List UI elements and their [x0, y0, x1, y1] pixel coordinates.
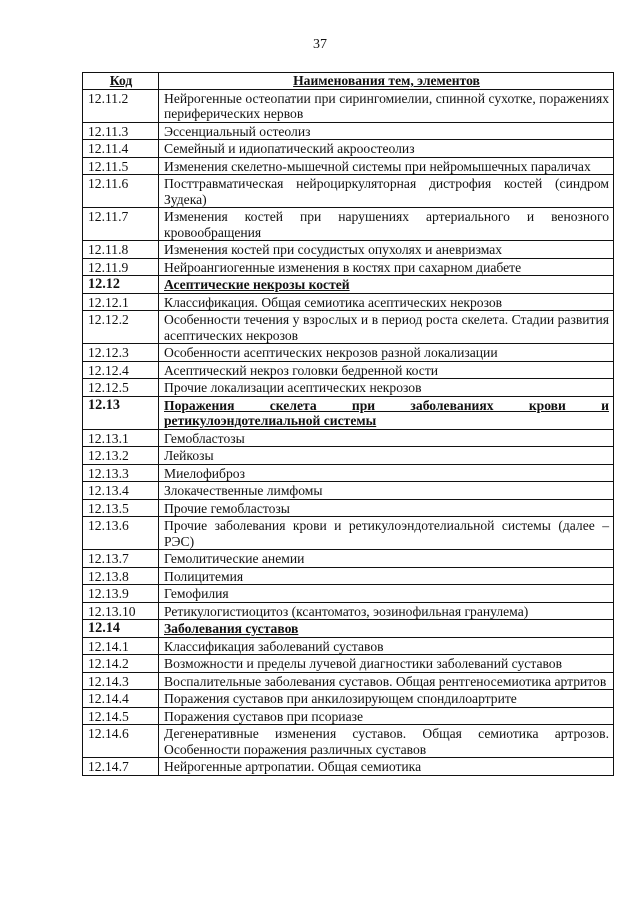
- topic-code: 12.13.10: [83, 602, 159, 620]
- topic-code: 12.14.3: [83, 672, 159, 690]
- topic-code: 12.13.3: [83, 464, 159, 482]
- topic-name: Эссенциальный остеолиз: [159, 122, 614, 140]
- table-row: [83, 293, 614, 311]
- topic-code: 12.11.7: [83, 208, 159, 241]
- topics-table: [82, 72, 614, 776]
- topic-name: Нейрогенные остеопатии при сирингомиелии, спинной сухотке, поражениях периферических нервов: [159, 89, 614, 122]
- topic-code: 12.14.6: [83, 725, 159, 758]
- table-row: [83, 429, 614, 447]
- table-row: [83, 122, 614, 140]
- table-row: [83, 157, 614, 175]
- topic-code: 12.14.1: [83, 637, 159, 655]
- table-row: [83, 258, 614, 276]
- section-row: [83, 276, 614, 294]
- topic-code: 12.13.1: [83, 429, 159, 447]
- section-row: [83, 396, 614, 429]
- topic-code: 12.13.6: [83, 517, 159, 550]
- table-row: [83, 175, 614, 208]
- section-code: 12.12: [83, 276, 159, 294]
- topic-name: Особенности асептических некрозов разной локализации: [159, 344, 614, 362]
- topic-code: 12.11.8: [83, 241, 159, 259]
- table-row: [83, 379, 614, 397]
- topic-code: 12.13.7: [83, 550, 159, 568]
- topic-code: 12.14.7: [83, 758, 159, 776]
- topic-code: 12.11.5: [83, 157, 159, 175]
- topic-code: 12.11.4: [83, 140, 159, 158]
- page-number: 37: [313, 37, 327, 52]
- topic-name: Поражения суставов при анкилозирующем спондилоартрите: [159, 690, 614, 708]
- topic-code: 12.11.3: [83, 122, 159, 140]
- section-code: 12.14: [83, 620, 159, 638]
- table-row: [83, 758, 614, 776]
- table-row: [83, 517, 614, 550]
- topic-name: Изменения костей при нарушениях артериального и венозного кровообращения: [159, 208, 614, 241]
- topic-name: Поражения суставов при псориазе: [159, 707, 614, 725]
- topic-code: 12.11.2: [83, 89, 159, 122]
- topic-name: Прочие заболевания крови и ретикулоэндотелиальной системы (далее – РЭС): [159, 517, 614, 550]
- topic-name: Дегенеративные изменения суставов. Общая семиотика артрозов. Особенности поражения различных суставов: [159, 725, 614, 758]
- topic-name: Прочие локализации асептических некрозов: [159, 379, 614, 397]
- table-row: [83, 690, 614, 708]
- table-row: [83, 707, 614, 725]
- topic-name: Ретикулогистиоцитоз (ксантоматоз, эозинофильная гранулема): [159, 602, 614, 620]
- table-row: [83, 241, 614, 259]
- topic-name: Гемолитические анемии: [159, 550, 614, 568]
- topic-code: 12.12.1: [83, 293, 159, 311]
- topic-code: 12.13.2: [83, 447, 159, 465]
- section-title: Поражения скелета при заболеваниях крови и ретикулоэндотелиальной системы: [159, 396, 614, 429]
- table-row: [83, 672, 614, 690]
- section-row: [83, 620, 614, 638]
- table-row: [83, 655, 614, 673]
- table-row: [83, 208, 614, 241]
- topic-name: Воспалительные заболевания суставов. Общая рентгеносемиотика артритов: [159, 672, 614, 690]
- topic-code: 12.13.8: [83, 567, 159, 585]
- table-row: [83, 499, 614, 517]
- topic-name: Нейрогенные артропатии. Общая семиотика: [159, 758, 614, 776]
- topic-name: Возможности и пределы лучевой диагностики заболеваний суставов: [159, 655, 614, 673]
- topic-name: Злокачественные лимфомы: [159, 482, 614, 500]
- topic-code: 12.11.6: [83, 175, 159, 208]
- topic-name: Классификация. Общая семиотика асептических некрозов: [159, 293, 614, 311]
- topic-code: 12.12.2: [83, 311, 159, 344]
- topic-code: 12.13.5: [83, 499, 159, 517]
- topic-name: Семейный и идиопатический акроостеолиз: [159, 140, 614, 158]
- code-column-header: Код: [83, 73, 159, 90]
- topic-code: 12.12.3: [83, 344, 159, 362]
- topic-code: 12.12.5: [83, 379, 159, 397]
- table-row: [83, 602, 614, 620]
- topic-name: Классификация заболеваний суставов: [159, 637, 614, 655]
- topic-code: 12.13.4: [83, 482, 159, 500]
- topic-code: 12.11.9: [83, 258, 159, 276]
- table-row: [83, 725, 614, 758]
- table-header: [83, 73, 614, 90]
- topic-name: Изменения костей при сосудистых опухолях и аневризмах: [159, 241, 614, 259]
- topic-name: Лейкозы: [159, 447, 614, 465]
- table-row: [83, 550, 614, 568]
- section-title: Заболевания суставов: [159, 620, 614, 638]
- table-row: [83, 311, 614, 344]
- topic-code: 12.12.4: [83, 361, 159, 379]
- topic-name: Полицитемия: [159, 567, 614, 585]
- table-row: [83, 361, 614, 379]
- table-row: [83, 567, 614, 585]
- topic-name: Миелофиброз: [159, 464, 614, 482]
- table-row: [83, 89, 614, 122]
- topic-name: Особенности течения у взрослых и в период роста скелета. Стадии развития асептических некрозов: [159, 311, 614, 344]
- table-row: [83, 447, 614, 465]
- table-row: [83, 482, 614, 500]
- topic-code: 12.14.2: [83, 655, 159, 673]
- topic-code: 12.13.9: [83, 585, 159, 603]
- topic-name: Гемобластозы: [159, 429, 614, 447]
- topic-name: Асептический некроз головки бедренной кости: [159, 361, 614, 379]
- table-row: [83, 140, 614, 158]
- topic-code: 12.14.4: [83, 690, 159, 708]
- topic-name: Изменения скелетно-мышечной системы при нейромышечных параличах: [159, 157, 614, 175]
- topic-name: Гемофилия: [159, 585, 614, 603]
- table-row: [83, 464, 614, 482]
- topic-code: 12.14.5: [83, 707, 159, 725]
- header-row: [83, 73, 614, 90]
- table-body: [83, 89, 614, 775]
- topic-name: Нейроангиогенные изменения в костях при сахарном диабете: [159, 258, 614, 276]
- topic-name: Прочие гемобластозы: [159, 499, 614, 517]
- table-row: [83, 637, 614, 655]
- table-row: [83, 344, 614, 362]
- section-title: Асептические некрозы костей: [159, 276, 614, 294]
- section-code: 12.13: [83, 396, 159, 429]
- topic-name: Посттравматическая нейроциркуляторная дистрофия костей (синдром Зудека): [159, 175, 614, 208]
- name-column-header: Наименования тем, элементов: [159, 73, 614, 90]
- table-row: [83, 585, 614, 603]
